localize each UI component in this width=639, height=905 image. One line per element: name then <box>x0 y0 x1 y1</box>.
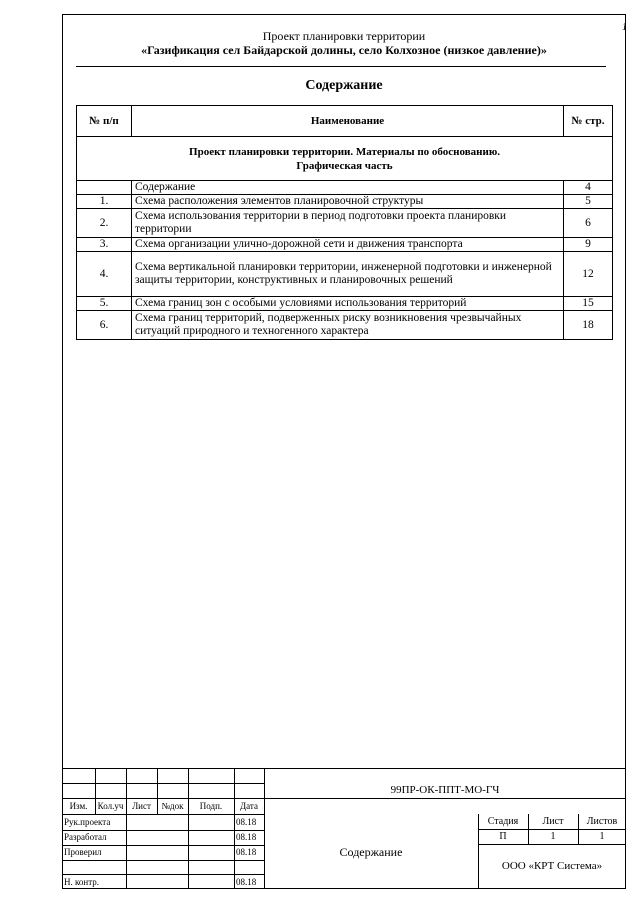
stamp-row-line <box>62 798 626 799</box>
row-page: 6 <box>564 209 613 238</box>
section-title-line1: Проект планировки территории. Материалы по обоснованию. <box>189 145 500 158</box>
page-title: Содержание <box>305 78 383 93</box>
row-number: 5. <box>77 297 132 311</box>
row-number: 3. <box>77 238 132 252</box>
project-subtitle: «Газификация сел Байдарской долины, село Колхозное (низкое давление)» <box>141 43 547 57</box>
table-row <box>77 195 613 209</box>
row-page: 15 <box>564 297 613 311</box>
header-divider <box>76 66 606 67</box>
section-row <box>77 137 613 181</box>
table-row <box>77 181 613 195</box>
sheet-value: 1 <box>550 831 556 842</box>
table-row <box>77 209 613 238</box>
stamp-role: Разработал <box>64 832 107 842</box>
row-number <box>77 181 132 195</box>
row-number: 2. <box>77 209 132 238</box>
sheets-value: 1 <box>599 831 605 842</box>
table-row <box>77 297 613 311</box>
row-name: Схема вертикальной планировки территории, инженерной подготовки и инженерной защиты территории, конструктивных и планировочных решений <box>132 252 564 297</box>
row-page: 9 <box>564 238 613 252</box>
row-number: 4. <box>77 252 132 297</box>
stamp-doc-title: Содержание <box>339 845 403 859</box>
sheets-label: Листов <box>586 816 618 827</box>
section-title <box>77 137 613 181</box>
row-name: Схема расположения элементов планировочной структуры <box>132 195 564 209</box>
row-name: Схема границ территорий, подверженных риску возникновения чрезвычайных ситуаций природного и техногенного характера <box>132 311 564 340</box>
stage-label: Стадия <box>487 816 519 827</box>
row-page: 18 <box>564 311 613 340</box>
stamp-col-line <box>126 768 127 889</box>
stamp-col-header: Кол.уч <box>97 801 124 811</box>
document-code: 99ПР-ОК-ППТ-МО-ГЧ <box>390 784 500 796</box>
contents-table <box>76 105 613 340</box>
stamp-col-line <box>234 768 235 889</box>
stamp-col-header: №док <box>161 801 184 811</box>
table-row <box>77 238 613 252</box>
stamp-date: 08.18 <box>236 877 257 887</box>
stamp-col-header: Дата <box>240 801 258 811</box>
stamp-date: 08.18 <box>236 817 257 827</box>
row-number: 6. <box>77 311 132 340</box>
stamp-date: 08.18 <box>236 847 257 857</box>
row-page: 12 <box>564 252 613 297</box>
stamp-row-line <box>478 844 626 845</box>
stamp-role: Н. контр. <box>64 877 100 887</box>
stamp-col-header: Подп. <box>199 801 223 811</box>
page-number: 1 <box>622 22 627 33</box>
stamp-top-border <box>62 768 626 769</box>
row-name: Схема использования территории в период подготовки проекта планировки территории <box>132 209 564 238</box>
stamp-role: Рук.проекта <box>64 817 111 827</box>
column-header-number: № п/п <box>77 106 132 137</box>
row-name: Схема границ зон с особыми условиями использования территорий <box>132 297 564 311</box>
table-row <box>77 252 613 297</box>
stage-value: П <box>499 831 507 842</box>
section-title-line2: Графическая часть <box>296 159 393 172</box>
column-header-page: № стр. <box>564 106 613 137</box>
stamp-date: 08.18 <box>236 832 257 842</box>
sheet-label: Лист <box>542 816 564 827</box>
table-header-row <box>77 106 613 137</box>
stamp-col-header: Изм. <box>69 801 88 811</box>
stamp-role: Проверил <box>64 847 102 857</box>
row-number: 1. <box>77 195 132 209</box>
company-name: ООО «КРТ Система» <box>501 860 603 872</box>
stamp-col-header: Лист <box>132 801 151 811</box>
stamp-row-line <box>478 829 626 830</box>
row-page: 5 <box>564 195 613 209</box>
row-page: 4 <box>564 181 613 195</box>
title-block <box>62 768 626 889</box>
project-title: Проект планировки территории <box>262 29 426 43</box>
table-row <box>77 311 613 340</box>
stamp-col-line <box>188 768 189 889</box>
column-header-name: Наименование <box>132 106 564 137</box>
row-name: Схема организации улично-дорожной сети и движения транспорта <box>132 238 564 252</box>
row-name: Содержание <box>132 181 564 195</box>
